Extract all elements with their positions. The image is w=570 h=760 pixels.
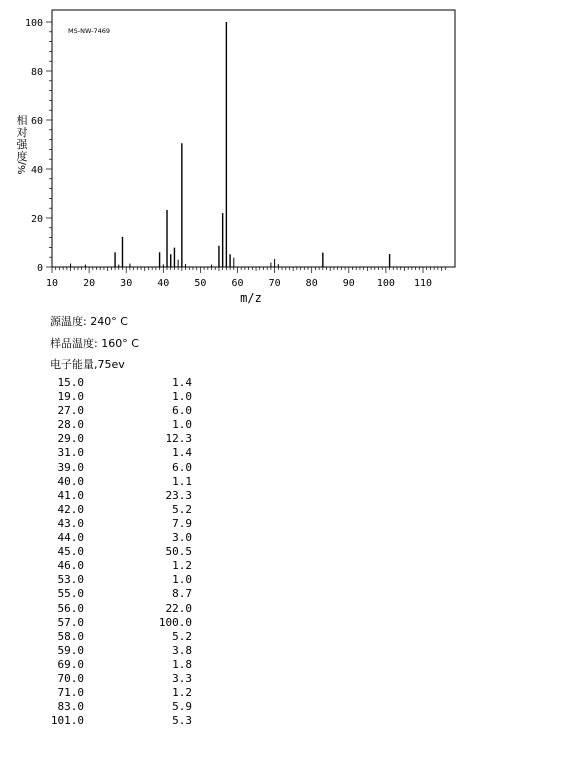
table-row (48, 404, 192, 418)
table-row (48, 503, 192, 517)
intensity-cell: 12.3 (165, 432, 192, 446)
intensity-cell: 23.3 (165, 488, 192, 502)
table-row (48, 616, 192, 630)
mz-cell: 70.0 (57, 671, 84, 685)
y-axis-label (17, 113, 29, 174)
x-tick-label: 40 (157, 278, 170, 289)
mz-cell: 29.0 (57, 432, 84, 446)
mz-cell: 57.0 (57, 615, 84, 629)
x-tick-label: 20 (83, 278, 96, 289)
mz-cell: 46.0 (57, 559, 84, 573)
table-row (48, 517, 192, 531)
mz-cell: 71.0 (57, 686, 84, 700)
x-tick-label: 50 (194, 278, 207, 289)
x-tick-label: 30 (120, 278, 133, 289)
y-axis-label-char: 相 (16, 114, 28, 127)
table-row (48, 432, 192, 446)
table-row (48, 686, 192, 700)
table-row (48, 489, 192, 503)
intensity-cell: 1.0 (172, 390, 192, 404)
table-row (48, 475, 192, 489)
y-tick-label: 20 (30, 214, 43, 225)
table-row (48, 602, 192, 616)
electron-energy: 电子能量,75ev (50, 358, 125, 371)
sample-temperature: 样品温度: 160° C (50, 337, 139, 350)
table-row (48, 531, 192, 545)
mz-cell: 83.0 (57, 700, 84, 714)
axis-tick-labels (25, 18, 432, 289)
intensity-cell: 1.4 (172, 446, 192, 460)
mass-spectrum-chart (0, 0, 570, 310)
table-row (48, 390, 192, 404)
intensity-cell: 1.2 (172, 559, 192, 573)
intensity-cell: 7.9 (172, 516, 192, 530)
intensity-cell: 1.2 (172, 686, 192, 700)
y-axis-label-char: 强 (16, 138, 28, 151)
y-axis-label-char: 对 (16, 126, 28, 139)
y-tick-label: 100 (24, 18, 43, 29)
x-tick-label: 60 (231, 278, 244, 289)
intensity-cell: 1.1 (172, 474, 192, 488)
intensity-cell: 1.0 (172, 418, 192, 432)
table-row (48, 559, 192, 573)
y-axis-label-unit: %/ (17, 161, 28, 175)
mz-cell: 45.0 (57, 545, 84, 559)
intensity-cell: 22.0 (165, 601, 192, 615)
plot-frame (52, 10, 455, 267)
y-tick-label: 40 (30, 165, 43, 176)
intensity-cell: 100.0 (158, 615, 192, 629)
mz-cell: 27.0 (57, 404, 84, 418)
spectrum-peaks (71, 22, 390, 267)
mz-cell: 19.0 (57, 390, 84, 404)
x-tick-label: 100 (376, 278, 395, 289)
mz-cell: 101.0 (50, 714, 84, 728)
mz-cell: 69.0 (57, 657, 84, 671)
source-temperature: 源温度: 240° C (50, 315, 128, 328)
x-tick-label: 70 (268, 278, 281, 289)
mz-cell: 44.0 (57, 531, 84, 545)
table-row (48, 461, 192, 475)
intensity-cell: 5.9 (172, 700, 192, 714)
intensity-cell: 3.8 (172, 643, 192, 657)
intensity-cell: 6.0 (172, 404, 192, 418)
y-tick-label: 0 (36, 263, 43, 274)
mz-cell: 28.0 (57, 418, 84, 432)
mz-cell: 42.0 (57, 502, 84, 516)
mz-cell: 15.0 (57, 376, 84, 389)
mz-cell: 40.0 (57, 474, 84, 488)
table-row (48, 630, 192, 644)
intensity-cell: 5.3 (172, 714, 192, 728)
mz-cell: 59.0 (57, 643, 84, 657)
table-row (48, 446, 192, 460)
intensity-cell: 1.8 (172, 657, 192, 671)
y-tick-label: 60 (30, 116, 43, 127)
x-tick-label: 80 (305, 278, 318, 289)
intensity-cell: 1.4 (172, 376, 192, 389)
intensity-cell: 8.7 (172, 587, 192, 601)
mz-cell: 41.0 (57, 488, 84, 502)
peak-table (48, 376, 192, 728)
table-row (48, 644, 192, 658)
table-row (48, 672, 192, 686)
intensity-cell: 5.2 (172, 502, 192, 516)
table-row (48, 418, 192, 432)
mz-cell: 56.0 (57, 601, 84, 615)
mz-cell: 55.0 (57, 587, 84, 601)
intensity-cell: 50.5 (165, 545, 192, 559)
spectrum-id-label: MS-NW-7469 (68, 27, 110, 35)
table-row (48, 573, 192, 587)
y-axis-label-char: 度 (16, 150, 28, 163)
intensity-cell: 5.2 (172, 629, 192, 643)
mz-cell: 58.0 (57, 629, 84, 643)
table-row (48, 376, 192, 390)
table-row (48, 700, 192, 714)
table-row (48, 714, 192, 728)
intensity-cell: 1.0 (172, 573, 192, 587)
mz-cell: 31.0 (57, 446, 84, 460)
x-tick-label: 10 (45, 278, 59, 289)
intensity-cell: 3.3 (172, 671, 192, 685)
table-row (48, 587, 192, 601)
x-tick-label: 110 (413, 278, 433, 289)
table-row (48, 545, 192, 559)
intensity-cell: 3.0 (172, 531, 192, 545)
mz-cell: 39.0 (57, 460, 84, 474)
intensity-cell: 6.0 (172, 460, 192, 474)
mz-cell: 43.0 (57, 516, 84, 530)
table-row (48, 658, 192, 672)
x-axis-label: m/z (240, 291, 262, 305)
axis-ticks (46, 22, 445, 273)
x-tick-label: 90 (342, 278, 355, 289)
y-tick-label: 80 (30, 67, 43, 78)
mz-cell: 53.0 (57, 573, 84, 587)
